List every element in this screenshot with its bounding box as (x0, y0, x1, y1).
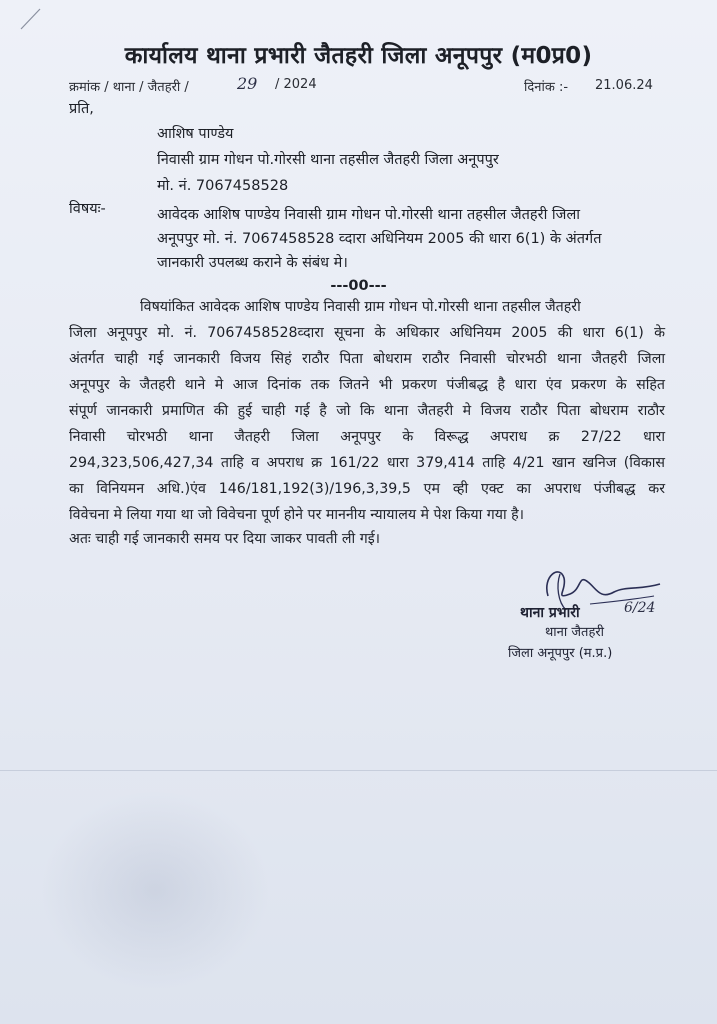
signatory-district: जिला अनूपपुर (म.प्र.) (508, 646, 613, 661)
body-first-line: विषयांकित आवेदक आशिष पाण्डेय निवासी ग्राम गोधन पो.गोरसी थाना तहसील जैतहरी (140, 299, 581, 315)
subject-line: जानकारी उपलब्ध कराने के संबंध मे। (157, 255, 348, 271)
subject-label: विषयः- (69, 201, 106, 217)
body-line: 294,323,506,427,34 ताहि व अपराध क्र 161/22 धारा 379,414 ताहि 4/21 खान खनिज (विकास (69, 455, 665, 471)
body-line: निवासी चोरभठी थाना जैतहरी जिला अनूपपुर के विरूद्ध अपराध क्र 27/22 धारा (69, 429, 665, 445)
date-label: दिनांक :- (524, 80, 569, 95)
body-line: अनूपपुर के जैतहरी थाने मे आज दिनांक तक जितने भी प्रकरण पंजीबद्ध है धारा एंव प्रकरण के सहित (69, 377, 665, 393)
reference-year: / 2024 (275, 77, 317, 92)
recipient-name: आशिष पाण्डेय (157, 126, 234, 142)
signatory-station: थाना जैतहरी (545, 625, 605, 640)
to-label: प्रति, (69, 101, 94, 117)
body-line: अंतर्गत चाही गई जानकारी विजय सिहं राठौर पिता बोधराम राठौर निवासी चोरभठी थाना जैतहरी जिला (69, 351, 665, 367)
paper-stain (40, 790, 270, 990)
paper-fold-line (0, 770, 717, 771)
date-value: 21.06.24 (595, 78, 653, 93)
separator: ---00--- (330, 278, 387, 294)
pencil-mark-icon (18, 6, 44, 32)
body-line: जिला अनूपपुर मो. नं. 7067458528व्दारा सूचना के अधिकार अधिनियम 2005 की धारा 6(1) के (69, 325, 665, 341)
reference-prefix: क्रमांक / थाना / जैतहरी / (69, 80, 189, 95)
signature-date: 6/24 (624, 600, 656, 616)
subject-line: आवेदक आशिष पाण्डेय निवासी ग्राम गोधन पो.गोरसी थाना तहसील जैतहरी जिला (157, 207, 581, 223)
body-last-line: विवेचना मे लिया गया था जो विवेचना पूर्ण होने पर माननीय न्यायालय मे पेश किया गया है। (69, 507, 525, 523)
subject-line: अनूपपुर मो. नं. 7067458528 व्दारा अधिनियम 2005 की धारा 6(1) के अंतर्गत (157, 231, 602, 247)
office-title: कार्यालय थाना प्रभारी जैतहरी जिला अनूपपुर (म0प्र0) (124, 43, 593, 69)
body-line: संपूर्ण जानकारी प्रमाणित की हुई चाही गई है जो कि थाना जैतहरी मे विजय राठौर पिता बोधराम राठौर (69, 403, 665, 419)
signatory-designation: थाना प्रभारी (520, 605, 580, 621)
recipient-address: निवासी ग्राम गोधन पो.गोरसी थाना तहसील जैतहरी जिला अनूपपुर (157, 152, 499, 168)
reference-number: 29 (237, 74, 258, 93)
body-line: का विनियमन अधि.)एंव 146/181,192(3)/196,3,39,5 एम व्ही एक्ट का अपराध पंजीबद्ध कर (69, 481, 665, 497)
recipient-phone: मो. नं. 7067458528 (157, 178, 289, 194)
body-closing: अतः चाही गई जानकारी समय पर दिया जाकर पावती ली गई। (69, 531, 381, 547)
